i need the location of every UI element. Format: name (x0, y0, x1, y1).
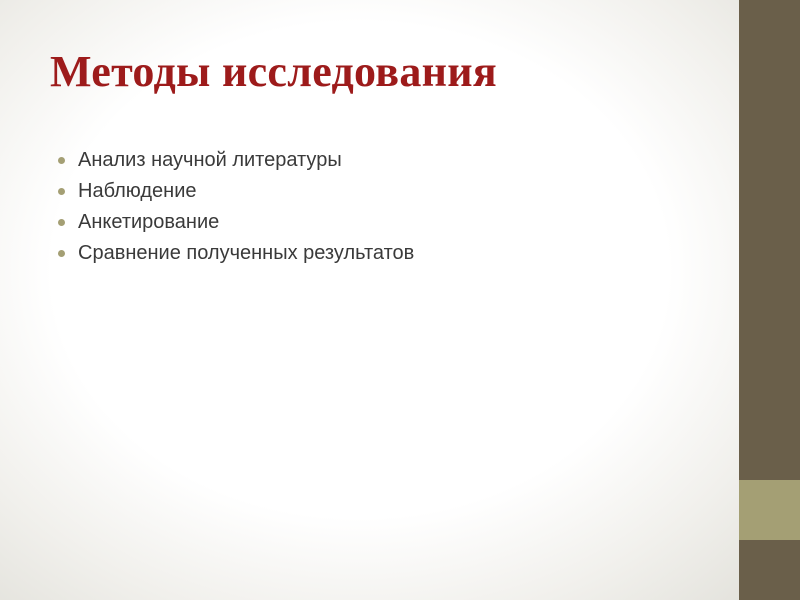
bullet-dot-icon (58, 157, 65, 164)
bullet-dot-icon (58, 219, 65, 226)
bullet-item (57, 176, 414, 207)
bullet-item (57, 207, 414, 238)
bullet-text: Анализ научной литературы (78, 149, 342, 171)
bullet-item (57, 238, 414, 269)
bullet-text: Наблюдение (78, 180, 197, 202)
bullet-item (57, 145, 414, 176)
side-accent-block (739, 480, 800, 540)
slide-title: Методы исследования (50, 47, 498, 96)
bullet-text: Сравнение полученных результатов (78, 242, 415, 264)
bullet-dot-icon (58, 250, 65, 257)
bullet-list (57, 145, 414, 269)
bullet-text: Анкетирование (78, 211, 220, 233)
bullet-dot-icon (58, 188, 65, 195)
